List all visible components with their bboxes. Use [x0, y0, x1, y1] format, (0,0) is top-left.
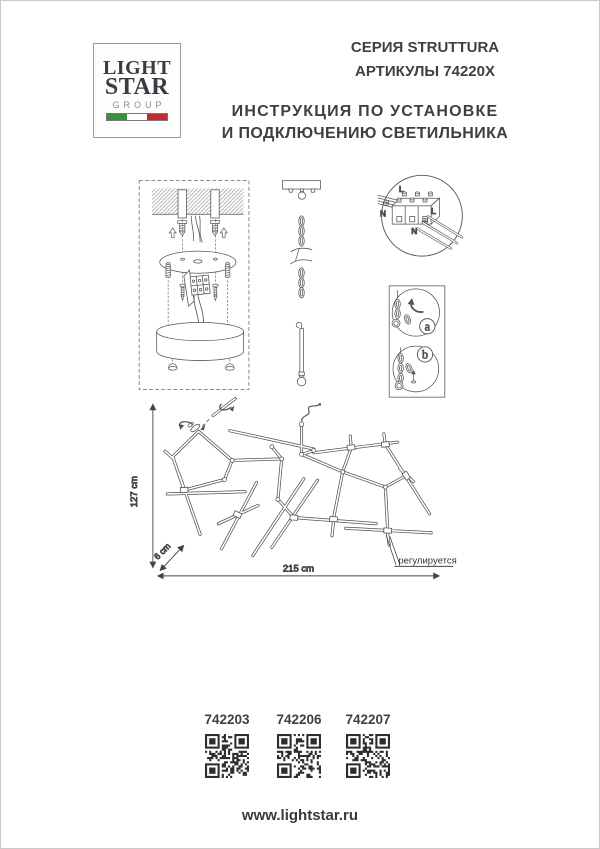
- canopy-rim: [157, 322, 244, 340]
- break-mark: [291, 248, 312, 252]
- italy-flag-stripe: [106, 113, 168, 121]
- article-code: 742206: [276, 712, 322, 727]
- drill-hole: [178, 190, 186, 218]
- qr-code: [277, 734, 321, 778]
- adjustable-callout: [386, 535, 457, 566]
- chain-adjust-insets: [389, 286, 445, 397]
- article-742203: [203, 712, 251, 783]
- label-n-right: N: [411, 226, 418, 237]
- mounting-plate: [160, 251, 236, 273]
- label-l-right: L: [430, 206, 436, 217]
- break-mark: [290, 260, 312, 264]
- power-cord: [299, 403, 321, 426]
- flag-white: [127, 114, 147, 120]
- article-742207: [344, 712, 392, 783]
- article-code: 742203: [204, 712, 250, 727]
- article-code: 742207: [345, 712, 391, 727]
- rod-joints: [180, 442, 410, 534]
- ceiling-mount-diagram: [139, 181, 249, 390]
- label-a: a: [424, 319, 431, 334]
- mounting-screw: [180, 284, 185, 300]
- drill-hole: [211, 190, 219, 218]
- lightstar-logo: [93, 43, 181, 138]
- flag-green: [107, 114, 127, 120]
- label-n-left: N: [380, 208, 387, 219]
- articles-title: АРТИКУЛЫ 74220X: [355, 63, 495, 80]
- canopy-bar: [282, 181, 320, 189]
- depth-dim-label: 6 cm: [151, 541, 173, 562]
- label-b: b: [421, 347, 429, 362]
- series-title: СЕРИЯ STRUTTURA: [350, 39, 500, 56]
- chain: [290, 216, 312, 298]
- adjustable-label: регулируется: [398, 555, 457, 567]
- mounting-screw: [213, 284, 218, 300]
- dimensions: [129, 405, 439, 576]
- header-instruction-block: [210, 101, 520, 145]
- insert-arrow: [220, 228, 227, 238]
- assembly-detail: [179, 404, 235, 433]
- chandelier-diagram: [165, 399, 457, 567]
- header-series-block: [330, 36, 520, 84]
- ceiling-wire: [196, 216, 201, 243]
- insert-arrow: [169, 228, 176, 238]
- earth-symbol-left: [383, 200, 388, 205]
- technical-drawing: [0, 170, 600, 715]
- website-url: www.lightstar.ru: [241, 807, 359, 824]
- cap-nut: [225, 364, 234, 370]
- qr-code: [346, 734, 390, 778]
- threaded-stud: [225, 265, 230, 278]
- instruction-line-1: ИНСТРУКЦИЯ ПО УСТАНОВКЕ: [231, 103, 499, 120]
- wiring-diagram: [378, 175, 463, 256]
- width-dim-label: 215 cm: [282, 563, 315, 575]
- ceiling-wire: [191, 216, 193, 241]
- flag-red: [147, 114, 167, 120]
- hanging-ring: [298, 192, 305, 199]
- logo-word-group: GROUP: [112, 100, 166, 110]
- label-l-left: L: [398, 184, 404, 195]
- cap-nut: [168, 364, 177, 370]
- suspension-rod: [296, 322, 306, 386]
- wall-plug: [210, 221, 219, 236]
- threaded-stud: [166, 265, 171, 278]
- article-742206: [275, 712, 323, 783]
- logo-word-light: LIGHT: [102, 57, 172, 79]
- wall-plug: [178, 221, 187, 236]
- ceiling-hatch: [152, 188, 243, 214]
- height-dim-label: 127 cm: [128, 476, 140, 508]
- instruction-line-2: И ПОДКЛЮЧЕНИЮ СВЕТИЛЬНИКА: [221, 125, 509, 142]
- suspension-parts-diagram: [282, 181, 320, 386]
- qr-code: [205, 734, 249, 778]
- logo-word-star: STAR: [104, 74, 170, 100]
- terminal-block: [183, 268, 211, 306]
